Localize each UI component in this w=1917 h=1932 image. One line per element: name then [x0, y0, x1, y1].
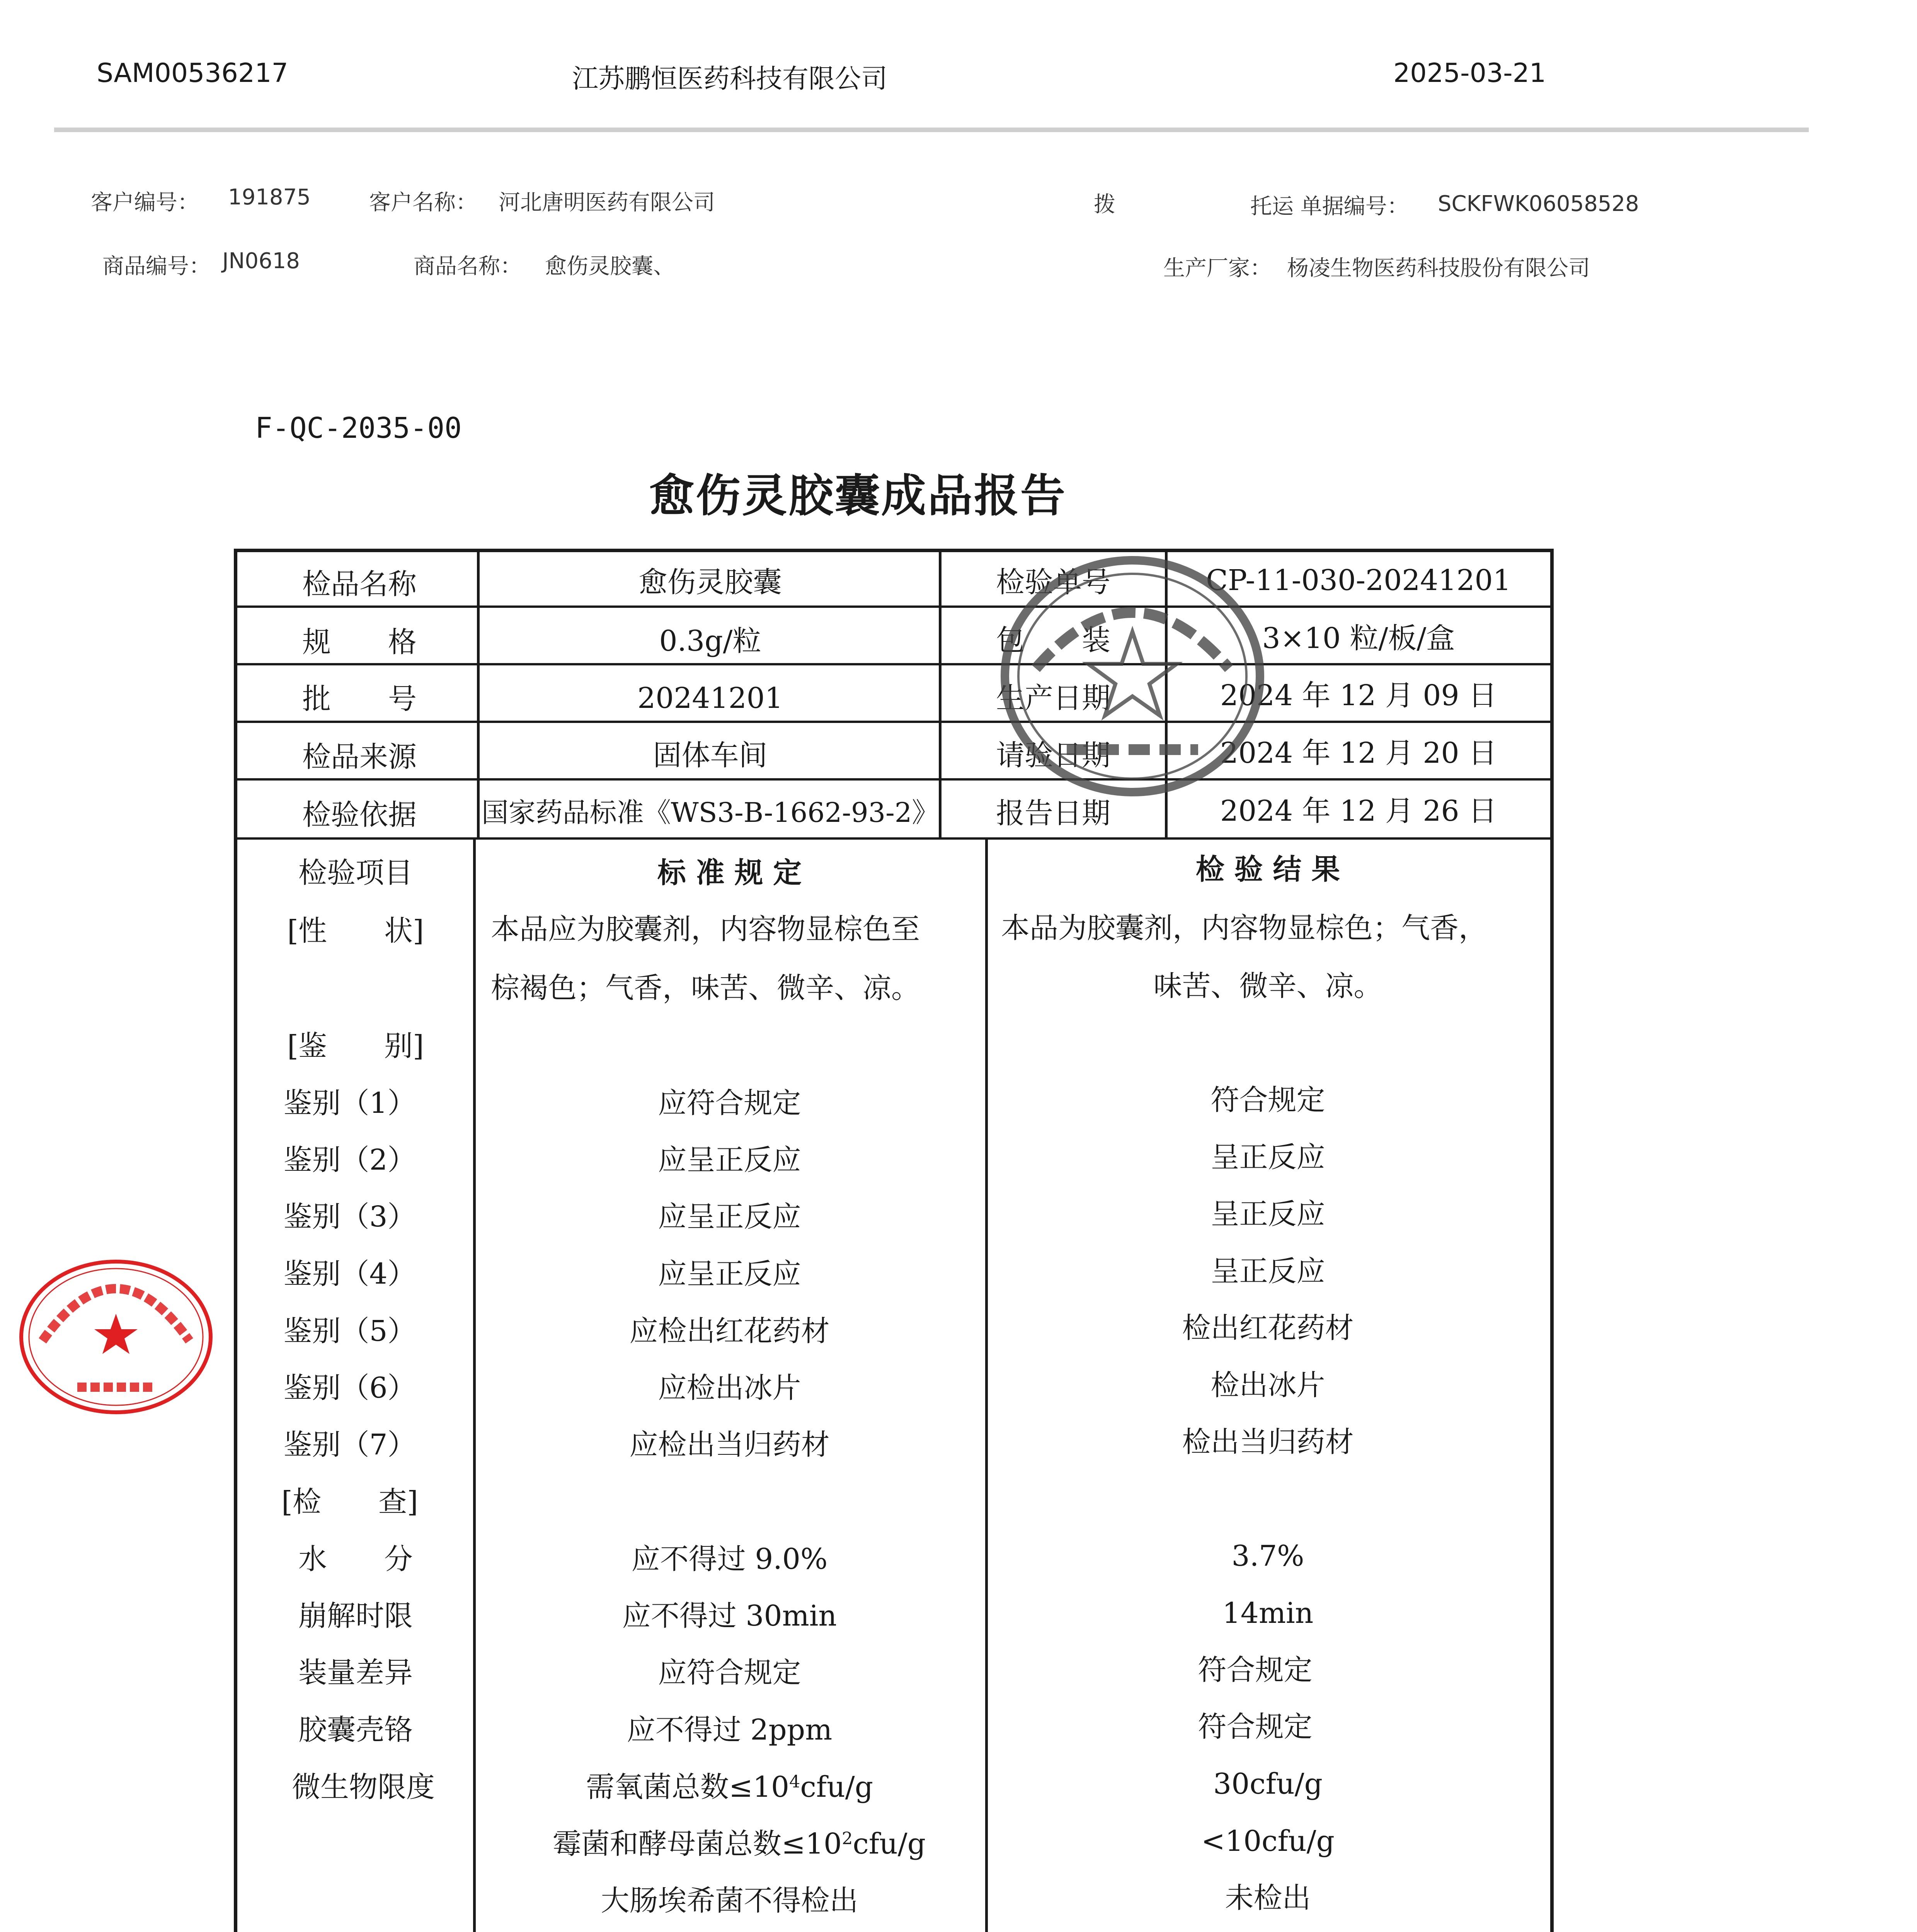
customer-name-label: 客户名称：	[369, 190, 477, 215]
label-package: 包 装	[996, 624, 1110, 657]
standard-identification-1: 应符合规定	[658, 1087, 801, 1120]
header-divider	[54, 128, 1809, 132]
heading-inspection: [检 查]	[281, 1485, 418, 1519]
standard-mold-yeast	[483, 1827, 995, 1861]
result-identification-5: 检出红花药材	[1182, 1311, 1354, 1345]
row-divider	[237, 663, 1550, 665]
item-microbial-limit: 微生物限度	[292, 1770, 435, 1804]
label-report-date: 报告日期	[996, 797, 1110, 830]
standard-ecoli: 大肠埃希菌不得检出	[601, 1884, 858, 1917]
value-production-date: 2024 年 12 月 09 日	[1220, 679, 1497, 712]
value-source: 固体车间	[653, 739, 768, 772]
product-name-label: 商品名称：	[414, 254, 522, 279]
aerobic-exponent: 4	[789, 1772, 800, 1792]
standard-identification-2: 应呈正反应	[658, 1143, 801, 1177]
row-divider	[237, 721, 1550, 723]
standard-appearance-line2: 棕褐色；气香，味苦、微辛、凉。	[491, 971, 920, 1005]
result-moisture: 3.7%	[1231, 1539, 1304, 1573]
item-appearance: [性 状]	[287, 914, 424, 947]
item-identification-1: 鉴别（1）	[283, 1087, 416, 1120]
item-identification-4: 鉴别（4）	[283, 1257, 416, 1291]
header-company: 江苏鹏恒医药科技有限公司	[572, 64, 888, 94]
section-divider	[237, 837, 1550, 840]
item-capsule-chromium: 胶囊壳铬	[298, 1713, 413, 1747]
item-identification-6: 鉴别（6）	[283, 1371, 416, 1405]
standard-identification-5: 应检出红花药材	[629, 1315, 830, 1348]
value-test-no: CP-11-030-20241201	[1206, 564, 1511, 597]
customer-name: 河北唐明医药有限公司	[499, 190, 715, 215]
mold-exponent: 2	[842, 1828, 853, 1849]
result-aerobic: 30cfu/g	[1213, 1767, 1323, 1801]
value-package: 3×10 粒/板/盒	[1262, 622, 1455, 655]
result-identification-6: 检出冰片	[1210, 1369, 1325, 1402]
result-identification-2: 呈正反应	[1210, 1141, 1325, 1174]
mold-suffix: cfu/g	[853, 1827, 926, 1861]
label-source: 检品来源	[302, 740, 417, 774]
standard-fill-variance: 应符合规定	[658, 1656, 801, 1689]
result-identification-7: 检出当归药材	[1182, 1425, 1354, 1459]
standard-capsule-chromium: 应不得过 2ppm	[627, 1713, 833, 1747]
col-header-result: 检 验 结 果	[1195, 853, 1340, 886]
item-disintegration: 崩解时限	[298, 1599, 413, 1633]
manufacturer-qc-stamp	[989, 541, 1275, 811]
standard-identification-6: 应检出冰片	[658, 1371, 801, 1405]
manufacturer: 杨凌生物医药科技股份有限公司	[1287, 256, 1590, 281]
item-identification-7: 鉴别（7）	[283, 1428, 416, 1461]
header-date: 2025-03-21	[1393, 58, 1546, 88]
label-production-date: 生产日期	[996, 682, 1110, 715]
item-fill-variance: 装量差异	[298, 1656, 413, 1689]
product-no-label: 商品编号：	[102, 254, 211, 279]
result-identification-4: 呈正反应	[1210, 1255, 1325, 1288]
product-name: 愈伤灵胶囊、	[545, 254, 675, 279]
aerobic-prefix: 需氧菌总数≤10	[586, 1770, 790, 1804]
item-identification-2: 鉴别（2）	[283, 1143, 416, 1177]
item-identification-5: 鉴别（5）	[283, 1315, 416, 1348]
label-basis: 检验依据	[302, 798, 417, 832]
standard-identification-3: 应呈正反应	[658, 1200, 801, 1233]
col-header-standard: 标 准 规 定	[657, 856, 802, 889]
customer-no-label: 客户编号：	[91, 190, 199, 215]
shipment-label: 托运 单据编号：	[1250, 194, 1409, 219]
standard-aerobic	[473, 1770, 986, 1804]
standard-moisture: 应不得过 9.0%	[631, 1543, 828, 1576]
jiangsu-report-stamp	[12, 1252, 220, 1422]
standard-identification-4: 应呈正反应	[658, 1257, 801, 1291]
heading-identification: [鉴 别]	[287, 1029, 424, 1063]
value-spec: 0.3g/粒	[659, 624, 761, 658]
result-capsule-chromium: 符合规定	[1198, 1710, 1313, 1743]
label-product-name: 检品名称	[302, 568, 417, 601]
label-test-no: 检验单号	[996, 566, 1110, 599]
value-report-date: 2024 年 12 月 26 日	[1220, 794, 1497, 828]
label-batch: 批 号	[302, 682, 417, 716]
result-fill-variance: 符合规定	[1198, 1653, 1313, 1687]
shipment-no: SCKFWK06058528	[1438, 191, 1639, 216]
item-identification-3: 鉴别（3）	[283, 1200, 416, 1233]
value-batch: 20241201	[637, 682, 783, 715]
result-identification-3: 呈正反应	[1210, 1197, 1325, 1231]
col-header-item: 检验项目	[298, 856, 413, 889]
manufacturer-label: 生产厂家：	[1163, 256, 1272, 281]
value-basis: 国家药品标准《WS3-B-1662-93-2》	[481, 797, 939, 828]
value-request-date: 2024 年 12 月 20 日	[1220, 736, 1497, 770]
customer-no: 191875	[228, 185, 311, 210]
result-appearance-line2: 味苦、微辛、凉。	[1153, 969, 1382, 1003]
result-ecoli: 未检出	[1225, 1881, 1311, 1915]
allocate-label: 拨	[1094, 192, 1115, 217]
result-disintegration: 14min	[1222, 1597, 1314, 1630]
item-moisture: 水 分	[298, 1543, 413, 1576]
document-id: SAM00536217	[97, 58, 288, 88]
row-divider	[237, 605, 1550, 608]
label-request-date: 请验日期	[996, 739, 1110, 772]
standard-disintegration: 应不得过 30min	[622, 1599, 837, 1633]
form-code: F-QC-2035-00	[255, 412, 462, 445]
row-divider	[237, 778, 1550, 781]
mold-prefix: 霉菌和酵母菌总数≤10	[552, 1827, 842, 1861]
result-mold-yeast: <10cfu/g	[1201, 1825, 1335, 1858]
product-no: JN0618	[222, 248, 300, 274]
aerobic-suffix: cfu/g	[800, 1770, 873, 1804]
standard-identification-7: 应检出当归药材	[629, 1428, 830, 1461]
standard-appearance-line1: 本品应为胶囊剂，内容物显棕色至	[491, 913, 920, 946]
result-identification-1: 符合规定	[1210, 1083, 1325, 1117]
label-spec: 规 格	[302, 626, 417, 659]
value-product-name: 愈伤灵胶囊	[638, 566, 782, 599]
report-title: 愈伤灵胶囊成品报告	[649, 469, 1067, 522]
result-appearance-line1: 本品为胶囊剂，内容物显棕色；气香，	[1001, 912, 1487, 945]
